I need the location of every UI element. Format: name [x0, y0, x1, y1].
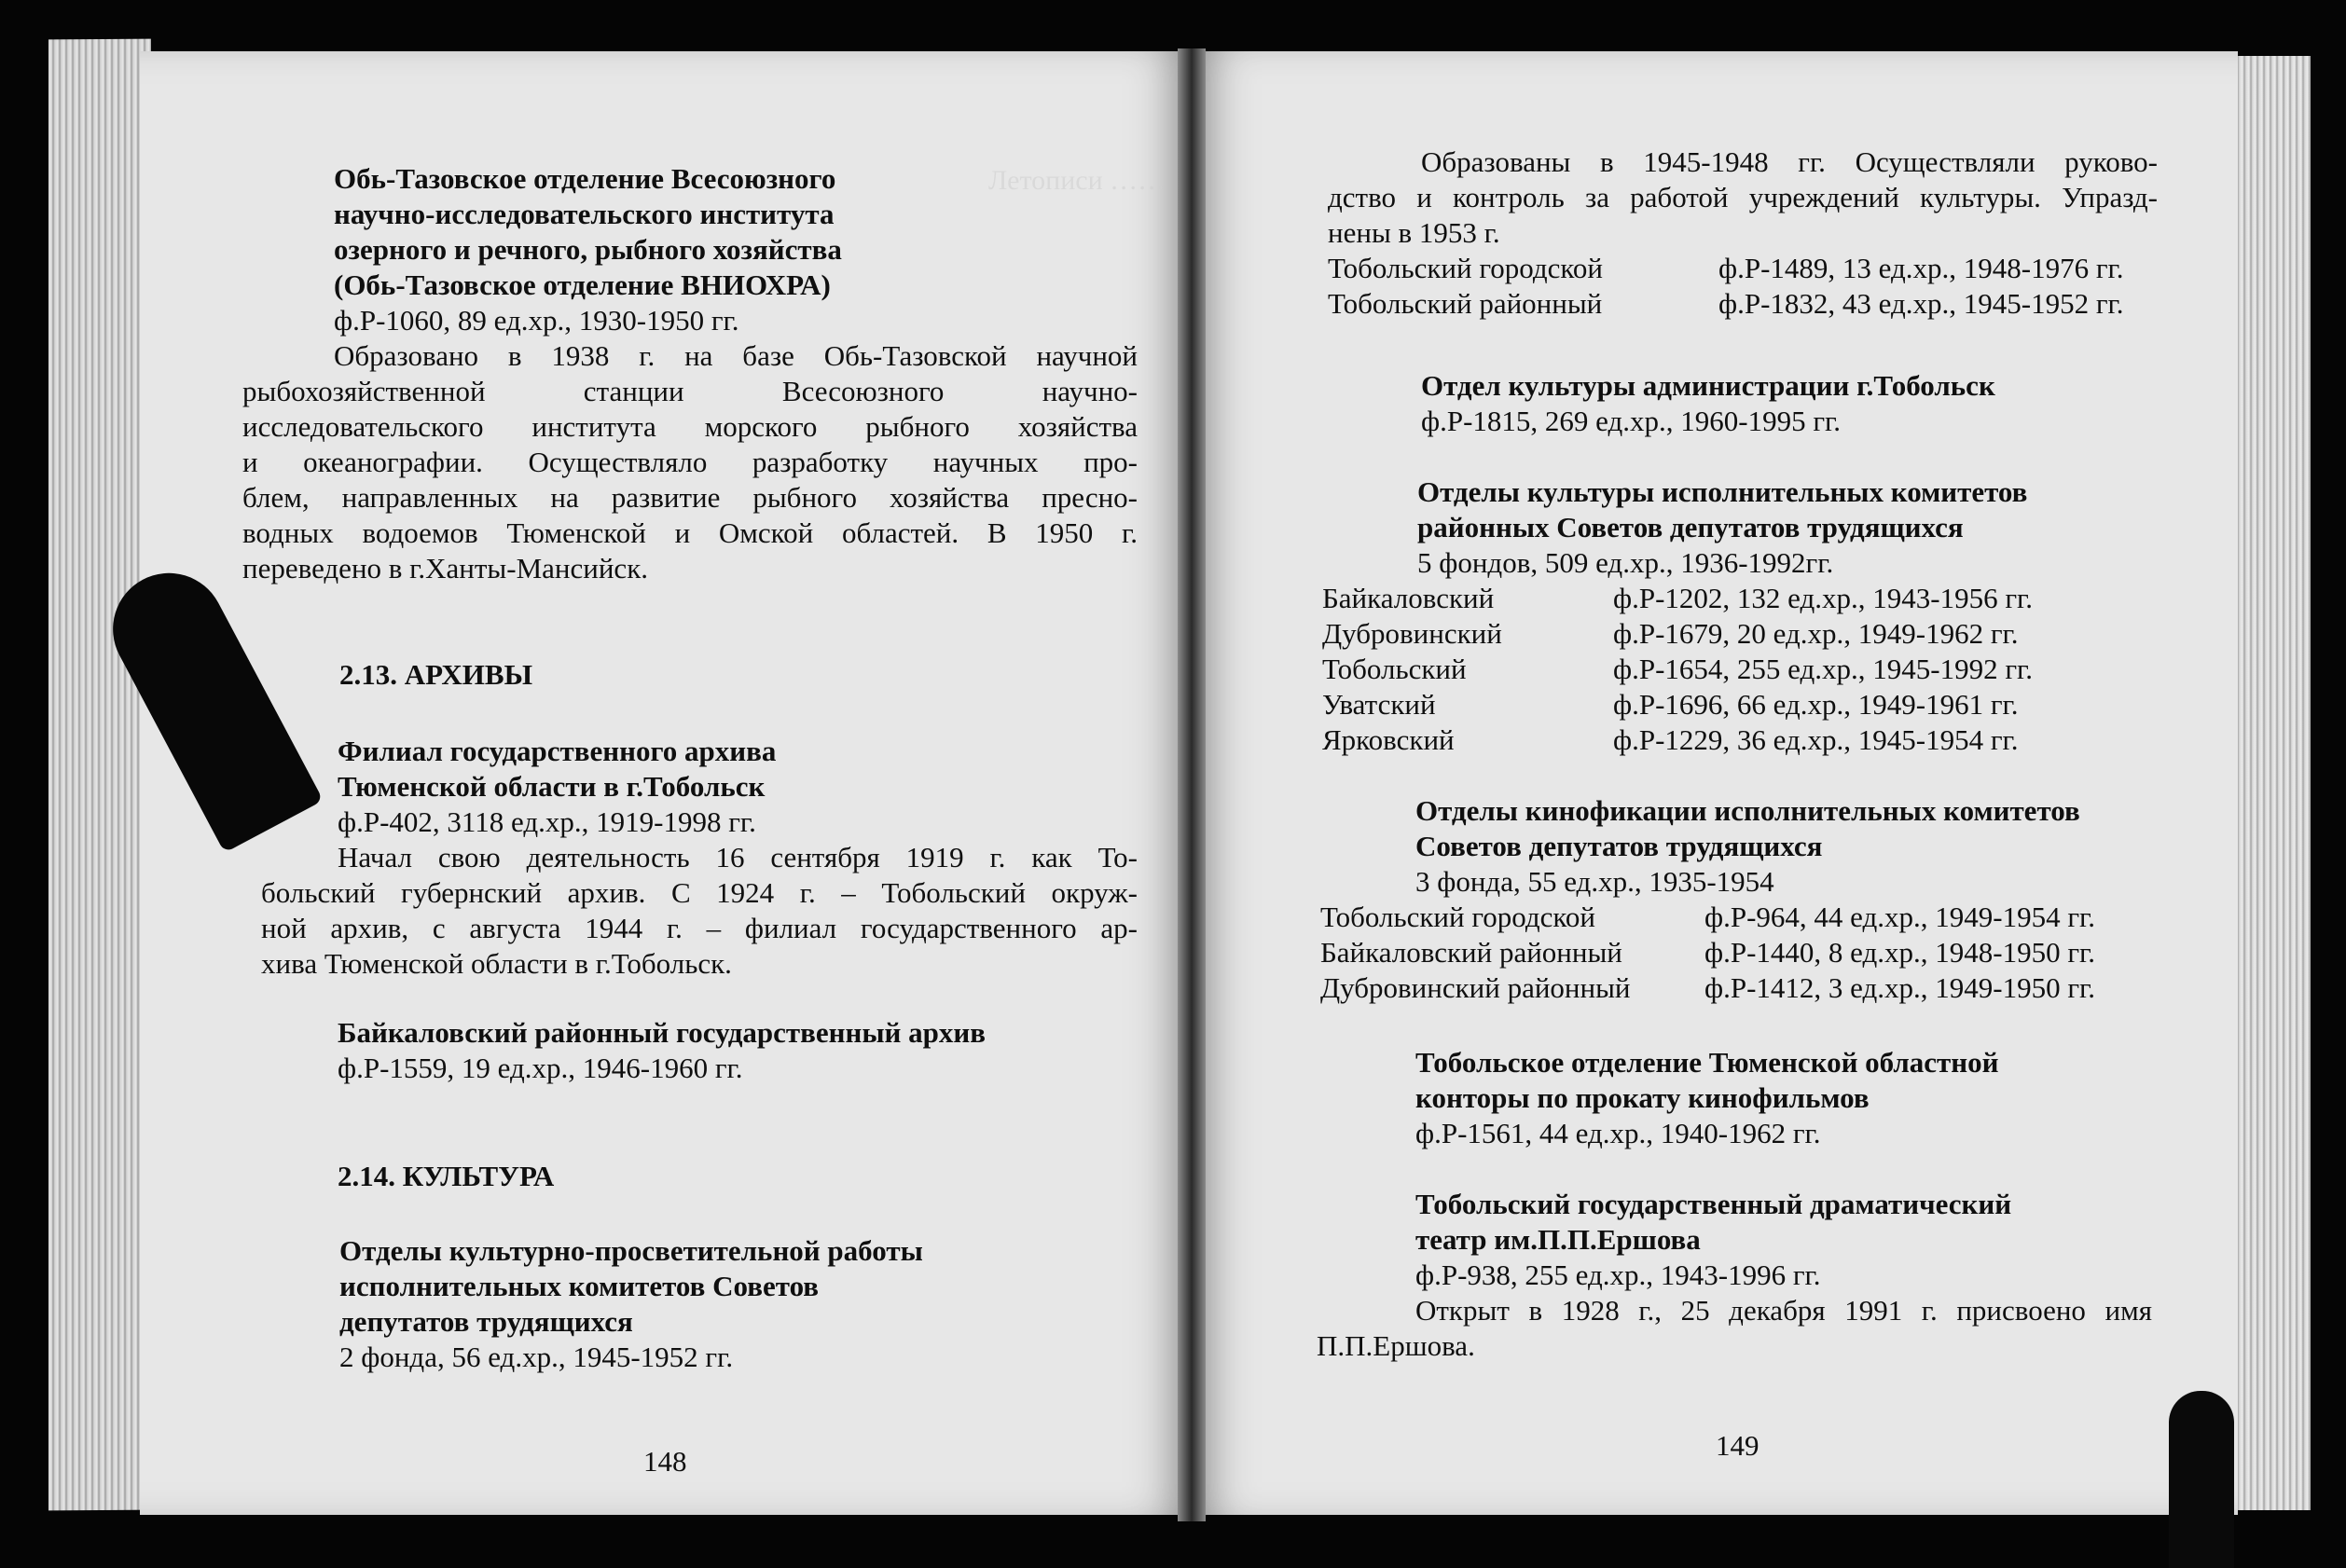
paragraph-line: исследовательского института морского рыбного хозяйства — [242, 410, 1138, 443]
fund-name: Байкаловский районный — [1320, 936, 1622, 969]
paragraph-line: Начал свою деятельность 16 сентября 1919 г. как То- — [338, 841, 1138, 873]
fund-name: Ярковский — [1322, 723, 1455, 756]
paragraph-line: Образовано в 1938 г. на базе Обь-Тазовской научной — [334, 339, 1138, 372]
fund-info: ф.Р-1202, 132 ед.хр., 1943-1956 гг. — [1613, 582, 2034, 614]
section-title: Тобольский государственный драматический — [1415, 1188, 2012, 1220]
fund-name: Дубровинский — [1322, 617, 1502, 650]
fund-info: ф.Р-1412, 3 ед.хр., 1949-1950 гг. — [1704, 971, 2096, 1004]
paragraph-line: нены в 1953 г. — [1328, 216, 1500, 249]
right-page — [1192, 51, 2238, 1515]
fund-info: ф.Р-1679, 20 ед.хр., 1949-1962 гг. — [1613, 617, 2019, 650]
section-title: Отделы культурно-просветительной работы — [339, 1234, 923, 1267]
fund-name: Тобольский городской — [1320, 901, 1595, 933]
paragraph-line: П.П.Ершова. — [1317, 1329, 1475, 1362]
fund-info: 5 фондов, 509 ед.хр., 1936-1992гг. — [1417, 546, 1834, 579]
section-title: Филиал государственного архива — [338, 735, 777, 767]
bleed-through-text: Летописи …… — [988, 165, 1166, 196]
page-number: 149 — [1716, 1429, 1760, 1462]
fund-info: ф.Р-1060, 89 ед.хр., 1930-1950 гг. — [334, 304, 739, 337]
fund-name: Тобольский городской — [1328, 252, 1603, 284]
paragraph-line: хива Тюменской области в г.Тобольск. — [261, 947, 732, 980]
fund-info: ф.Р-1229, 36 ед.хр., 1945-1954 гг. — [1613, 723, 2019, 756]
fund-name: Байкаловский — [1322, 582, 1495, 614]
fund-info: ф.Р-1696, 66 ед.хр., 1949-1961 гг. — [1613, 688, 2019, 721]
section-title: театр им.П.П.Ершова — [1415, 1223, 1701, 1256]
page-number: 148 — [643, 1445, 687, 1478]
fund-name: Уватский — [1322, 688, 1436, 721]
fund-name: Тобольский районный — [1328, 287, 1603, 320]
fund-info: ф.Р-964, 44 ед.хр., 1949-1954 гг. — [1704, 901, 2096, 933]
fund-info: ф.Р-1832, 43 ед.хр., 1945-1952 гг. — [1718, 287, 2124, 320]
paragraph-line: дство и контроль за работой учреждений культуры. Упразд- — [1328, 181, 2158, 213]
section-title: Отделы кинофикации исполнительных комитетов — [1415, 794, 2080, 827]
section-title: депутатов трудящихся — [339, 1305, 633, 1338]
fund-info: ф.Р-1815, 269 ед.хр., 1960-1995 гг. — [1421, 405, 1842, 437]
fund-info: 3 фонда, 55 ед.хр., 1935-1954 — [1415, 865, 1774, 898]
book-gutter — [1178, 48, 1206, 1521]
fund-name: Тобольский — [1322, 653, 1467, 685]
paragraph-line: водных водоемов Тюменской и Омской областей. В 1950 г. — [242, 516, 1138, 549]
section-title: районных Советов депутатов трудящихся — [1417, 511, 1964, 543]
section-title: конторы по прокату кинофильмов — [1415, 1081, 1870, 1114]
paragraph-line: Открыт в 1928 г., 25 декабря 1991 г. присвоено имя — [1415, 1294, 2152, 1327]
fund-info: ф.Р-1440, 8 ед.хр., 1948-1950 гг. — [1704, 936, 2096, 969]
paragraph-line: Образованы в 1945-1948 гг. Осуществляли руково- — [1421, 145, 2158, 178]
section-heading: 2.14. КУЛЬТУРА — [338, 1160, 555, 1192]
section-title: Отделы культуры исполнительных комитетов — [1417, 475, 2028, 508]
section-title: Байкаловский районный государственный архив — [338, 1016, 986, 1049]
fund-info: ф.Р-1489, 13 ед.хр., 1948-1976 гг. — [1718, 252, 2124, 284]
page-stack-left — [48, 39, 151, 1511]
paragraph-line: переведено в г.Ханты-Мансийск. — [242, 552, 648, 585]
paragraph-line: ной архив, с августа 1944 г. – филиал государственного ар- — [261, 912, 1138, 944]
section-title: Тобольское отделение Тюменской областной — [1415, 1046, 1999, 1079]
section-heading: 2.13. АРХИВЫ — [339, 658, 533, 691]
section-title: озерного и речного, рыбного хозяйства — [334, 233, 842, 266]
paragraph-line: блем, направленных на развитие рыбного хозяйства пресно- — [242, 481, 1138, 514]
section-title: (Обь-Тазовское отделение ВНИОХРА) — [334, 268, 831, 301]
paragraph-line: рыбохозяйственной станции Всесоюзного научно- — [242, 375, 1138, 407]
fund-info: ф.Р-938, 255 ед.хр., 1943-1996 гг. — [1415, 1259, 1821, 1291]
fund-info: 2 фонда, 56 ед.хр., 1945-1952 гг. — [339, 1341, 734, 1373]
section-title: исполнительных комитетов Советов — [339, 1270, 820, 1302]
page-clip-icon — [2169, 1391, 2234, 1568]
section-title: Тюменской области в г.Тобольск — [338, 770, 766, 803]
section-title: научно-исследовательского института — [334, 198, 835, 230]
section-title: Отдел культуры администрации г.Тобольск — [1421, 369, 1995, 402]
section-title: Обь-Тазовское отделение Всесоюзного — [334, 162, 836, 195]
fund-info: ф.Р-402, 3118 ед.хр., 1919-1998 гг. — [338, 805, 756, 838]
paragraph-line: больский губернский архив. С 1924 г. – Тобольский окруж- — [261, 876, 1138, 909]
fund-name: Дубровинский районный — [1320, 971, 1631, 1004]
fund-info: ф.Р-1559, 19 ед.хр., 1946-1960 гг. — [338, 1052, 743, 1084]
fund-info: ф.Р-1654, 255 ед.хр., 1945-1992 гг. — [1613, 653, 2034, 685]
section-title: Советов депутатов трудящихся — [1415, 830, 1823, 862]
fund-info: ф.Р-1561, 44 ед.хр., 1940-1962 гг. — [1415, 1117, 1821, 1149]
paragraph-line: и океанографии. Осуществляло разработку научных про- — [242, 446, 1138, 478]
